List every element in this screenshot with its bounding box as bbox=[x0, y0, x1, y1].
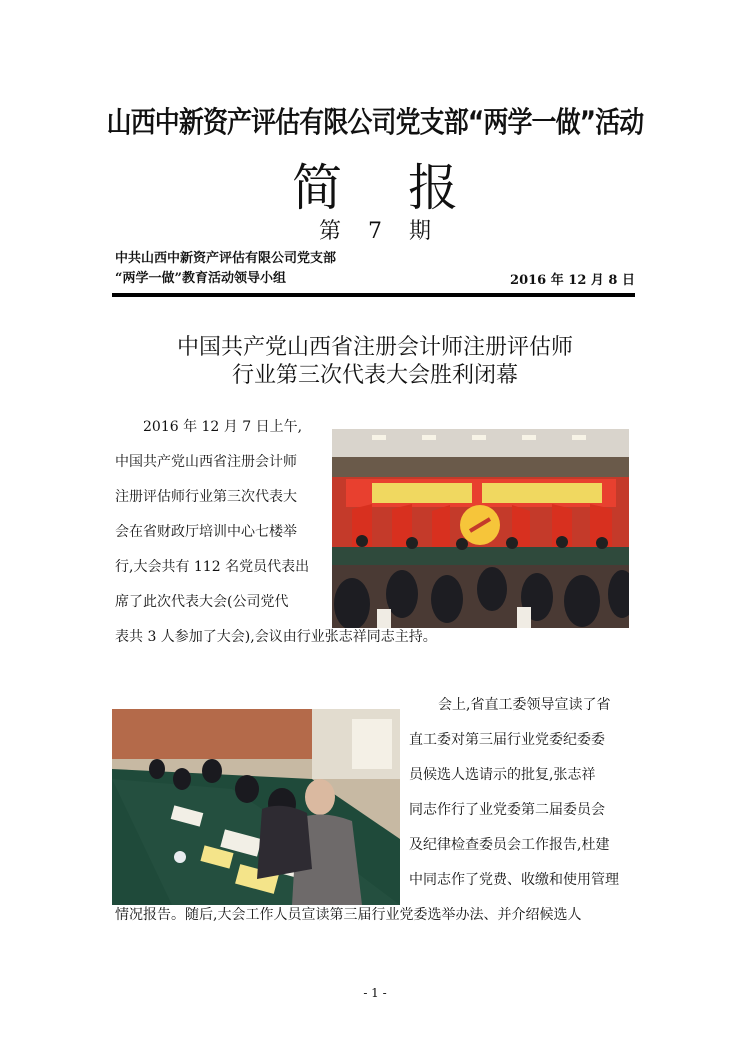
para2-line-2: 直工委对第三届行业党委纪委委 bbox=[409, 732, 605, 748]
para2-line-6: 中同志作了党费、收缴和使用管理 bbox=[409, 872, 619, 888]
header-divider bbox=[112, 293, 635, 297]
org-line-2: “两学一做”教育活动领导小组 bbox=[115, 271, 286, 286]
para2-line-1: 会上,省直工委领导宣读了省 bbox=[438, 697, 611, 713]
conference-hall-photo bbox=[332, 429, 629, 628]
issue-number: 第 7 期 bbox=[319, 219, 441, 244]
article-title-line-1: 中国共产党山西省注册会计师注册评估师 bbox=[176, 335, 573, 360]
para1-line-6: 席了此次代表大会(公司党代 bbox=[115, 594, 289, 610]
conference-hall-illustration bbox=[332, 429, 629, 628]
para1-line-1: 2016 年 12 月 7 日上午, bbox=[143, 419, 303, 435]
para1-line-5: 行,大会共有 112 名党员代表出 bbox=[115, 559, 310, 575]
bulletin-header-title: 山西中新资产评估有限公司党支部“两学一做”活动 bbox=[106, 105, 644, 139]
bulletin-name: 简报 bbox=[292, 159, 524, 217]
para2-line-7: 情况报告。随后,大会工作人员宣读第三届行业党委选举办法、并介绍候选人 bbox=[115, 907, 582, 923]
issue-date: 2016 年 12 月 8 日 bbox=[510, 273, 635, 288]
article-title-line-2: 行业第三次代表大会胜利闭幕 bbox=[231, 363, 518, 388]
article-title bbox=[0, 334, 750, 390]
page-number: - 1 - bbox=[363, 986, 387, 1000]
delegates-signing-illustration bbox=[112, 709, 400, 905]
para2-line-3: 员候选人选请示的批复,张志祥 bbox=[409, 767, 596, 783]
para1-line-4: 会在省财政厅培训中心七楼举 bbox=[115, 524, 297, 540]
delegates-signing-photo bbox=[112, 709, 400, 905]
org-line-1: 中共山西中新资产评估有限公司党支部 bbox=[115, 251, 337, 266]
para2-line-4: 同志作行了业党委第二届委员会 bbox=[409, 802, 605, 818]
para1-line-7: 表共 3 人参加了大会),会议由行业张志祥同志主持。 bbox=[115, 629, 437, 645]
issuing-organization bbox=[115, 249, 336, 289]
para2-line-5: 及纪律检查委员会工作报告,杜建 bbox=[409, 837, 610, 853]
para1-line-3: 注册评估师行业第三次代表大 bbox=[115, 489, 297, 505]
para1-line-2: 中国共产党山西省注册会计师 bbox=[115, 454, 297, 470]
